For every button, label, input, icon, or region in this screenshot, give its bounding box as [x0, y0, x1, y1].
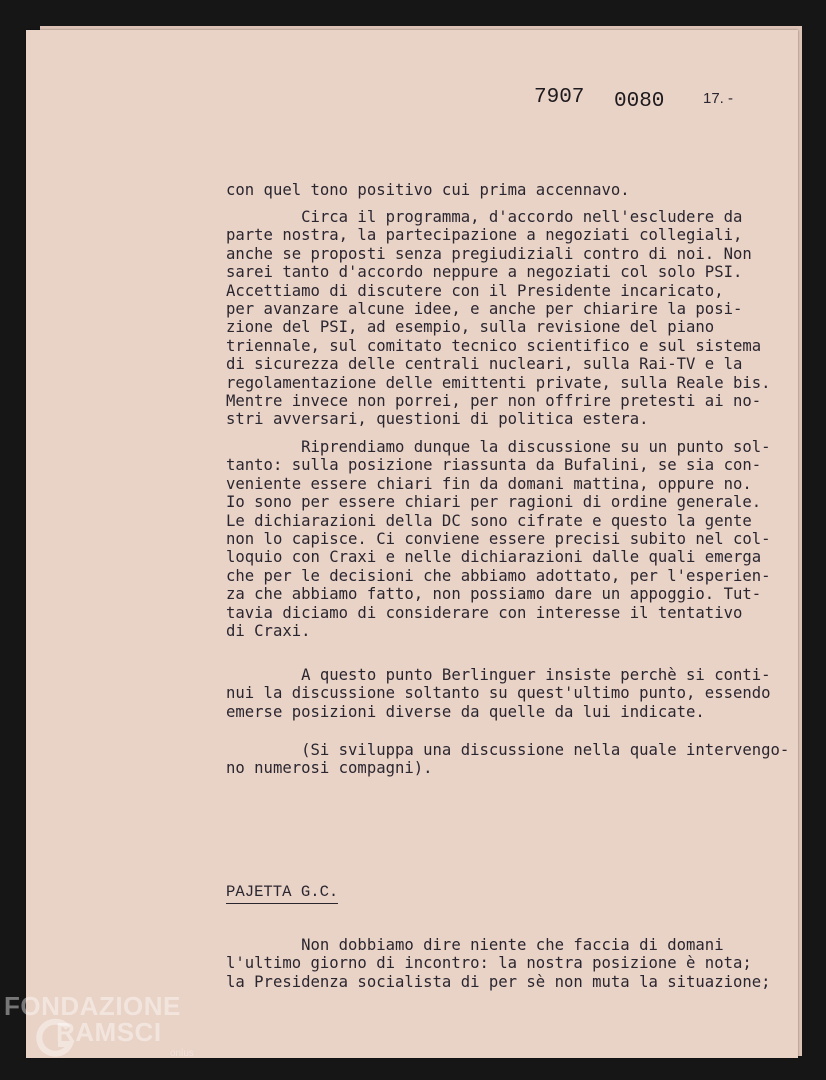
watermark-suffix: onlus — [170, 1048, 194, 1059]
closing-paragraph: Non dobbiamo dire niente che faccia di domani l'ultimo giorno di incontro: la nostra posizione è nota; la Presidenza socialista di per sè non muta la situazione; — [226, 936, 771, 991]
paragraph-3: Riprendiamo dunque la discussione su un punto sol- tanto: sulla posizione riassunta da Bufalini, se sia con- veniente essere chiari fin da domani mattina, oppure no. Io sono per essere chiari per ragioni di ordine generale. Le dichiarazioni della DC sono cifrate e questo la gente non lo capisce. Ci conviene essere precisi subito nel col- loquio con Craxi e nelle dichiarazioni dalle quali emerga che per le decisioni che abbiamo adottato, per l'esperien- za che abbiamo fatto, non possiamo dare un appoggio. Tut- tavia diciamo di considerare con interesse il tentativo di Craxi. — [226, 438, 771, 641]
paragraph-2: Circa il programma, d'accordo nell'escludere da parte nostra, la partecipazione a negoziati collegiali, anche se proposti senza pregiudiziali contro di noi. Non sarei tanto d'accordo neppure a negoziati col solo PSI. Accettiamo di discutere con il Presidente incaricato, per avanzare alcune idee, e anche per chiarire la posi- zione del PSI, ad esempio, sulla revisione del piano triennale, sul comitato tecnico scientifico e sul sistema di sicurezza delle centrali nucleari, sulla Rai-TV e la regolamentazione delle emittenti private, sulla Reale bis. Mentre invece non porrei, per non offrire pretesti ai no- stri avversari, questioni di politica estera. — [226, 208, 771, 429]
paragraph-1: con quel tono positivo cui prima accennavo. — [226, 181, 630, 199]
speaker-heading: PAJETTA G.C. — [226, 883, 338, 904]
archive-code-2: 0080 — [614, 90, 665, 113]
paragraph-4: A questo punto Berlinguer insiste perchè si conti- nui la discussione soltanto su quest'ultimo punto, essendo emerse posizioni diverse da quelle da lui indicate. — [226, 666, 771, 721]
page-number: 17. - — [703, 90, 734, 107]
paragraph-5: (Si sviluppa una discussione nella quale intervengo- no numerosi compagni). — [226, 741, 790, 778]
watermark-line1: FONDAZIONE — [4, 991, 181, 1021]
archive-code-1: 7907 — [534, 86, 585, 109]
watermark-logo — [4, 991, 194, 1059]
watermark-line2: RAMSCI — [56, 1017, 162, 1047]
